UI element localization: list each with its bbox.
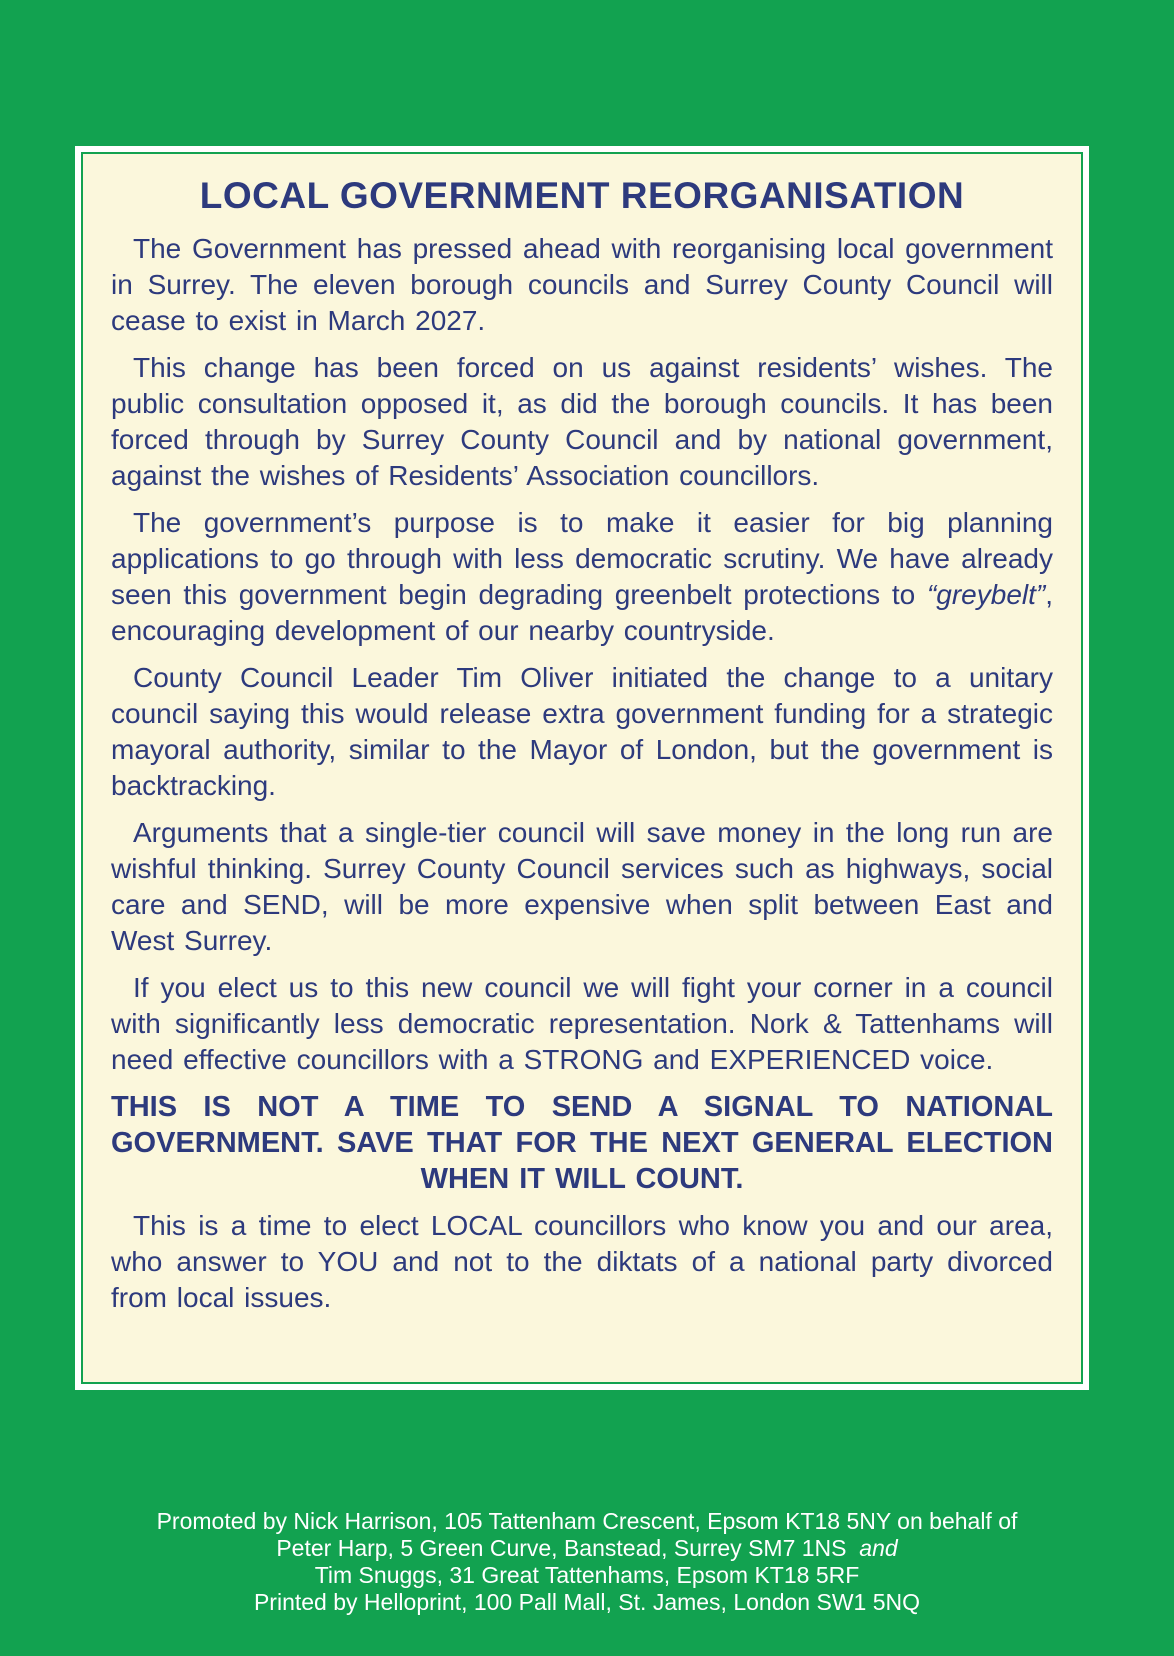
text-run: Tim Snuggs, 31 Great Tattenhams, Epsom KT18 5RF <box>314 1562 860 1588</box>
text-run: This is a time to elect LOCAL councillors who know you and our area, who answer to YOU and not to the diktats of a national party divorced from local issues. <box>111 1210 1053 1313</box>
text-run: Promoted by Nick Harrison, 105 Tattenham Crescent, Epsom KT18 5NY on behalf of <box>156 1508 1018 1534</box>
bold-text: THIS IS NOT A TIME TO SEND A SIGNAL TO NATIONAL GOVERNMENT. SAVE THAT FOR THE NEXT GENERAL ELECTION WHEN IT WILL COUNT <box>111 1091 1053 1195</box>
text-run: This change has been forced on us against residents’ wishes. The public consultation opposed it, as did the borough councils. It has been forced through by Surrey County Council and by national government, against the wishes of Residents’ Association councillors. <box>111 352 1053 491</box>
text-run: Printed by Helloprint, 100 Pall Mall, St. James, London SW1 5NQ <box>253 1589 921 1615</box>
italic-text: “greybelt” <box>926 579 1046 610</box>
body-paragraph-2 <box>111 350 1053 494</box>
body-paragraph-3 <box>111 505 1053 649</box>
body-paragraph-4 <box>111 660 1053 804</box>
text-run: If you elect us to this new council we will fight your corner in a council with significantly less democratic representation. Nork & Tattenhams will need effective councillors with a STRONG and EXPERIENCED voice. <box>111 972 1053 1075</box>
italic-text: and <box>859 1535 898 1561</box>
text-run: . <box>735 1163 744 1195</box>
imprint-footer <box>0 1508 1174 1616</box>
text-run: County Council Leader Tim Oliver initiated the change to a unitary council saying this would release extra government funding for a strategic mayoral authority, similar to the Mayor of London, but the government is backtracking. <box>111 662 1053 801</box>
imprint-line-4 <box>0 1589 1174 1616</box>
body-paragraph-8 <box>111 1208 1053 1316</box>
leaflet-title: LOCAL GOVERNMENT REORGANISATION <box>199 175 965 216</box>
text-run: Peter Harp, 5 Green Curve, Banstead, Surrey SM7 1NS <box>276 1535 860 1561</box>
body-paragraph-7 <box>111 1089 1053 1197</box>
imprint-line-1 <box>0 1508 1174 1535</box>
body-paragraph-1 <box>111 231 1053 339</box>
text-run: , encouraging development of our nearby countryside. <box>111 579 1053 646</box>
text-run: Arguments that a single-tier council will save money in the long run are wishful thinking. Surrey County Council services such as highways, social care and SEND, will be more expensive when split between East and West Surrey. <box>111 817 1053 956</box>
text-run: The Government has pressed ahead with reorganising local government in Surrey. The eleven borough councils and Surrey County Council will cease to exist in March 2027. <box>111 233 1053 336</box>
body-paragraph-5 <box>111 815 1053 959</box>
leaflet-body <box>111 231 1053 1316</box>
content-panel <box>81 152 1083 1384</box>
imprint-line-3 <box>0 1562 1174 1589</box>
body-paragraph-6 <box>111 970 1053 1078</box>
text-run: The government’s purpose is to make it easier for big planning applications to go through with less democratic scrutiny. We have already seen this government begin degrading greenbelt protections to <box>111 507 1053 610</box>
imprint-line-2 <box>0 1535 1174 1562</box>
